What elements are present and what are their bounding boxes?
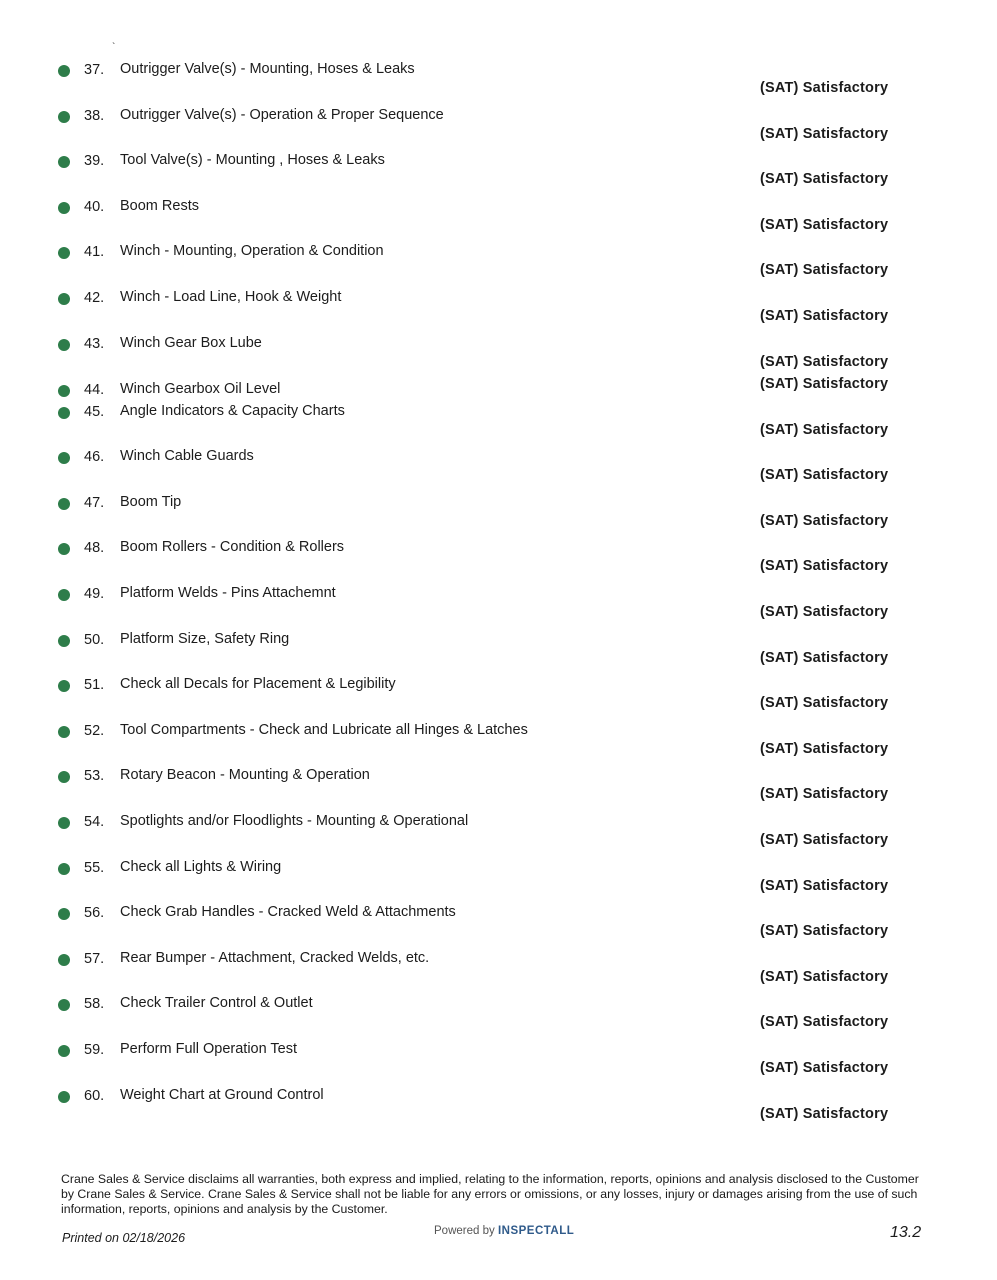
item-label: Check all Decals for Placement & Legibility	[120, 676, 396, 693]
inspection-item-row	[54, 193, 944, 239]
disclaimer-text: Crane Sales & Service disclaims all warranties, both express and implied, relating to the information, reports, opinions and analysis disclosed to the Customer by Crane Sales & Service. Crane Sales & Service shall not be liable for any errors or omissions, or any losses, injury or damages arising from the use of such information, reports, opinions and analysis by the Customer.	[61, 1172, 919, 1216]
item-status: (SAT) Satisfactory	[760, 558, 889, 575]
status-dot-icon	[58, 680, 70, 692]
item-status: (SAT) Satisfactory	[760, 171, 889, 188]
item-number: 53.	[84, 768, 105, 785]
status-dot-icon	[58, 202, 70, 214]
item-status: (SAT) Satisfactory	[760, 1060, 889, 1076]
item-status: (SAT) Satisfactory	[760, 877, 889, 894]
powered-by-brand: INSPECTALL	[497, 1225, 575, 1237]
item-status: (SAT) Satisfactory	[760, 80, 889, 96]
inspection-item-row	[54, 147, 944, 193]
inspection-item-row	[54, 534, 944, 580]
status-dot-icon	[58, 817, 70, 829]
item-label: Winch - Load Line, Hook & Weight	[120, 289, 342, 305]
item-number: 47.	[84, 494, 105, 511]
inspection-item-row	[54, 580, 944, 626]
inspection-item-row	[54, 808, 944, 854]
item-label: Tool Valve(s) - Mounting , Hoses & Leaks	[120, 152, 385, 169]
status-dot-icon	[58, 339, 70, 351]
status-dot-icon	[58, 247, 70, 259]
item-label: Outrigger Valve(s) - Mounting, Hoses & Leaks	[120, 61, 415, 77]
item-status: (SAT) Satisfactory	[760, 467, 889, 484]
item-label: Check Trailer Control & Outlet	[120, 995, 313, 1012]
item-label: Check Grab Handles - Cracked Weld & Attachments	[120, 904, 456, 921]
item-label: Spotlights and/or Floodlights - Mounting & Operational	[120, 813, 469, 829]
status-dot-icon	[58, 589, 70, 601]
item-number: 39.	[84, 153, 105, 170]
item-label: Boom Rollers - Condition & Rollers	[120, 539, 345, 556]
item-number: 41.	[84, 244, 105, 261]
item-status: (SAT) Satisfactory	[760, 216, 889, 233]
status-dot-icon	[58, 385, 70, 397]
inspection-item-row	[54, 489, 944, 535]
status-dot-icon	[58, 407, 70, 419]
item-status: (SAT) Satisfactory	[760, 740, 889, 757]
item-label: Boom Tip	[120, 493, 182, 510]
status-dot-icon	[58, 954, 70, 966]
item-number: 55.	[84, 859, 105, 876]
item-status: (SAT) Satisfactory	[760, 968, 889, 985]
status-dot-icon	[58, 635, 70, 647]
item-label: Winch Gear Box Lube	[120, 334, 262, 351]
status-dot-icon	[58, 156, 70, 168]
item-status: (SAT) Satisfactory	[760, 649, 889, 666]
inspection-item-row	[54, 1036, 944, 1082]
item-label: Platform Size, Safety Ring	[120, 630, 290, 647]
powered-by	[434, 1225, 574, 1237]
item-label: Rear Bumper - Attachment, Cracked Welds, etc.	[120, 949, 430, 966]
item-number: 44.	[84, 381, 105, 398]
item-number: 37.	[84, 62, 105, 78]
inspection-item-row	[54, 330, 944, 376]
scan-mark: `	[112, 42, 116, 53]
item-number: 42.	[84, 290, 105, 306]
inspection-item-row	[54, 990, 944, 1036]
item-status: (SAT) Satisfactory	[760, 375, 889, 392]
item-status: (SAT) Satisfactory	[760, 125, 889, 142]
powered-by-prefix: Powered by	[434, 1225, 495, 1237]
item-number: 50.	[84, 631, 105, 648]
inspection-item-row	[54, 626, 944, 672]
inspection-item-row	[54, 102, 944, 148]
inspection-item-row	[54, 443, 944, 489]
item-number: 46.	[84, 449, 105, 466]
item-status: (SAT) Satisfactory	[760, 786, 889, 803]
item-label: Angle Indicators & Capacity Charts	[120, 402, 345, 419]
item-status: (SAT) Satisfactory	[760, 308, 889, 324]
item-status: (SAT) Satisfactory	[760, 923, 889, 940]
status-dot-icon	[58, 908, 70, 920]
status-dot-icon	[58, 111, 70, 123]
item-status: (SAT) Satisfactory	[760, 353, 889, 370]
item-number: 58.	[84, 996, 105, 1013]
inspection-item-row	[54, 284, 944, 330]
status-dot-icon	[58, 726, 70, 738]
inspection-item-row	[54, 854, 944, 900]
item-label: Outrigger Valve(s) - Operation & Proper Sequence	[120, 106, 444, 123]
item-number: 51.	[84, 677, 105, 694]
item-number: 45.	[84, 403, 105, 420]
item-status: (SAT) Satisfactory	[760, 1014, 889, 1031]
item-status: (SAT) Satisfactory	[760, 604, 889, 620]
status-dot-icon	[58, 1045, 70, 1057]
page-number: 13.2	[890, 1224, 922, 1241]
item-status: (SAT) Satisfactory	[760, 832, 889, 848]
item-status: (SAT) Satisfactory	[760, 512, 889, 529]
item-number: 43.	[84, 335, 105, 352]
item-number: 59.	[84, 1042, 105, 1058]
item-label: Weight Chart at Ground Control	[120, 1086, 324, 1103]
item-number: 60.	[84, 1087, 105, 1104]
item-number: 56.	[84, 905, 105, 922]
status-dot-icon	[58, 771, 70, 783]
item-status: (SAT) Satisfactory	[760, 421, 889, 438]
status-dot-icon	[58, 452, 70, 464]
inspection-item-row	[54, 56, 944, 102]
item-number: 52.	[84, 722, 105, 739]
item-label: Rotary Beacon - Mounting & Operation	[120, 767, 370, 784]
item-label: Perform Full Operation Test	[120, 1041, 298, 1057]
status-dot-icon	[58, 1091, 70, 1103]
status-dot-icon	[58, 293, 70, 305]
item-status: (SAT) Satisfactory	[760, 262, 889, 279]
item-label: Check all Lights & Wiring	[120, 858, 282, 875]
inspection-item-row	[54, 398, 944, 444]
status-dot-icon	[58, 863, 70, 875]
inspection-item-row	[54, 762, 944, 808]
item-label: Platform Welds - Pins Attachemnt	[120, 585, 336, 601]
item-label: Tool Compartments - Check and Lubricate all Hinges & Latches	[120, 721, 528, 738]
item-label: Winch - Mounting, Operation & Condition	[120, 243, 384, 260]
inspection-item-row	[54, 238, 944, 284]
status-dot-icon	[58, 999, 70, 1011]
inspection-item-row	[54, 1082, 944, 1128]
item-label: Winch Gearbox Oil Level	[120, 380, 281, 397]
item-status: (SAT) Satisfactory	[760, 695, 889, 712]
status-dot-icon	[58, 543, 70, 555]
inspection-item-row	[54, 945, 944, 991]
printed-date: Printed on 02/18/2026	[62, 1231, 186, 1245]
item-number: 48.	[84, 540, 105, 557]
status-dot-icon	[58, 65, 70, 77]
inspection-item-row	[54, 671, 944, 717]
item-number: 57.	[84, 950, 105, 967]
status-dot-icon	[58, 498, 70, 510]
item-number: 38.	[84, 107, 105, 124]
inspection-item-row	[54, 717, 944, 763]
item-number: 54.	[84, 814, 105, 830]
item-status: (SAT) Satisfactory	[760, 1105, 889, 1122]
item-label: Winch Cable Guards	[120, 448, 254, 465]
item-number: 49.	[84, 586, 105, 602]
inspection-item-row	[54, 899, 944, 945]
item-number: 40.	[84, 198, 105, 215]
item-label: Boom Rests	[120, 197, 199, 214]
